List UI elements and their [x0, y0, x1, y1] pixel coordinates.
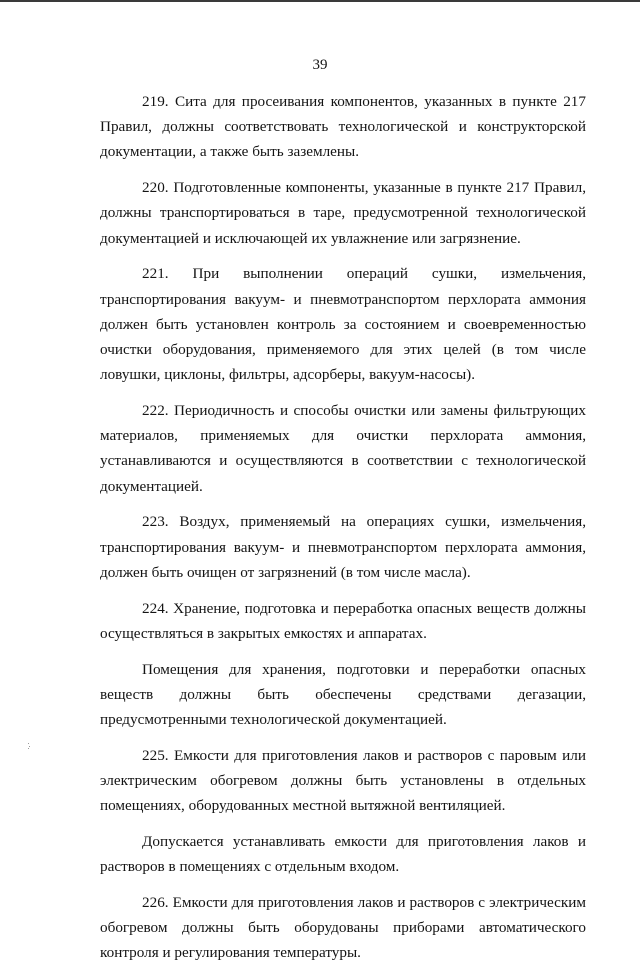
paragraph-224-premises: Помещения для хранения, подготовки и переработки опасных веществ должны быть обеспечены средствами дегазации, предусмотренными технологической документацией.: [100, 660, 586, 729]
paragraph-220: 220. Подготовленные компоненты, указанные в пункте 217 Правил, должны транспортироваться в таре, предусмотренной технологической документацией и исключающей их увлажнение или загрязнение.: [100, 179, 586, 247]
scan-top-edge: [0, 0, 640, 2]
scan-speck-marks: [28, 743, 34, 749]
document-body: [100, 89, 586, 976]
paragraph-225-allowed: Допускается устанавливать емкости для приготовления лаков и растворов в помещениях с отдельным входом.: [100, 833, 586, 876]
paragraph-225: 225. Емкости для приготовления лаков и растворов с паровым или электрическим обогревом должны быть установлены в отдельных помещениях, оборудованных местной вытяжной вентиляцией.: [100, 746, 586, 815]
paragraph-219: 219. Сита для просеивания компонентов, указанных в пункте 217 Правил, должны соответствовать технологической и конструкторской документации, а также быть заземлены.: [100, 93, 586, 161]
paragraph-224: 224. Хранение, подготовка и переработка опасных веществ должны осуществляться в закрытых емкостях и аппаратах.: [100, 599, 586, 642]
page-number: 39: [312, 57, 328, 73]
paragraph-222: 222. Периодичность и способы очистки или замены фильтрующих материалов, применяемых для очистки перхлората аммония, устанавливаются и осуществляются в соответствии с технологической документацией.: [100, 402, 586, 495]
paragraph-223: 223. Воздух, применяемый на операциях сушки, измельчения, транспортирования вакуум- и пневмотранспортом перхлората аммония, должен быть очищен от загрязнений (в том числе масла).: [100, 513, 586, 581]
paragraph-226: 226. Емкости для приготовления лаков и растворов с электрическим обогревом должны быть оборудованы приборами автоматического контроля и регулирования температуры.: [100, 894, 586, 962]
paragraph-221: 221. При выполнении операций сушки, измельчения, транспортирования вакуум- и пневмотранспортом перхлората аммония должен быть установлен контроль за состоянием и своевременностью очистки оборудования, применяемого для этих целей (в том числе ловушки, циклоны, фильтры, адсорберы, вакуум-насосы).: [100, 265, 586, 384]
